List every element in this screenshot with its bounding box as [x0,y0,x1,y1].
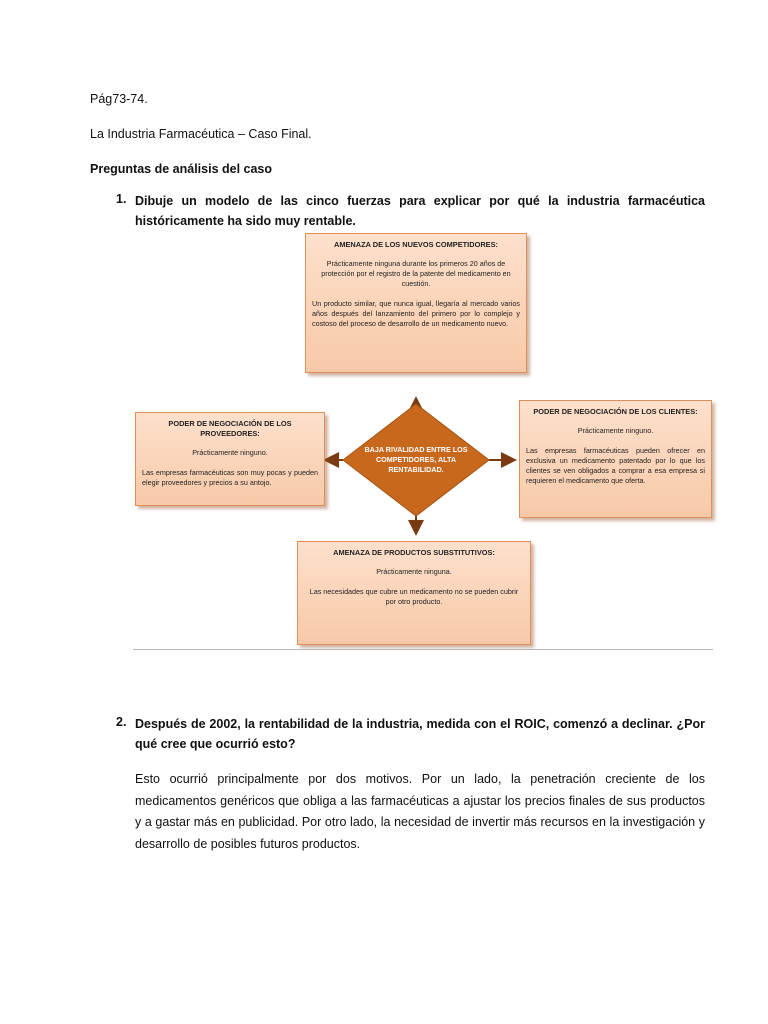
suppliers-box [135,412,325,506]
question-1-number: 1. [116,192,127,206]
new-competitors-box [305,233,527,373]
substitutes-box [297,541,531,645]
customers-text-2: Las empresas farmacéuticas pueden ofrecer en exclusiva un medicamento patentado por lo que los clientes se ven obligados a comprar a esa empresa si requieren el medicamento que oferta. [526,446,705,485]
new-competitors-title: AMENAZA DE LOS NUEVOS COMPETIDORES: [334,240,498,249]
question-2-number: 2. [116,715,127,729]
page-reference: Pág73-74. [90,92,148,106]
substitutes-text-2: Las necesidades que cubre un medicamento no se pueden cubrir por otro producto. [309,587,519,606]
customers-text-1: Prácticamente ninguno. [577,426,654,435]
rivalry-label: BAJA RIVALIDAD ENTRE LOS COMPETIDORES, ALTA RENTABILIDAD. [364,445,468,474]
diagram-bottom-rule [133,649,713,650]
customers-title: PODER DE NEGOCIACIÓN DE LOS CLIENTES: [533,407,698,416]
section-heading: Preguntas de análisis del caso [90,162,273,176]
substitutes-text-1: Prácticamente ninguna. [376,567,452,576]
substitutes-title: AMENAZA DE PRODUCTOS SUBSTITUTIVOS: [333,548,495,557]
suppliers-text-1: Prácticamente ninguno. [192,448,268,457]
new-competitors-text-2: Un producto similar, que nunca igual, llegaría al mercado varios años después del lanzamiento del primero por lo complejo y costoso del proceso de desarrollo de un medicamento nuevo. [312,299,520,328]
question-1-text: Dibuje un modelo de las cinco fuerzas para explicar por qué la industria farmacéutica históricamente ha sido muy rentable. [135,194,705,228]
customers-box [519,400,712,518]
new-competitors-text-1: Prácticamente ninguna durante los primeros 20 años de protección por el registro de la patente del medicamento en cuestión. [321,259,511,288]
question-2-answer: Esto ocurrió principalmente por dos motivos. Por un lado, la penetración creciente de los medicamentos genéricos que obliga a las farmacéuticas a ajustar los precios finales de sus productos y a gastar más en publicidad. Por otro lado, la necesidad de invertir más recursos en la investigación y desarrollo de posibles futuros productos. [135,772,705,851]
five-forces-diagram [133,230,713,652]
suppliers-title: PODER DE NEGOCIACIÓN DE LOS PROVEEDORES: [168,419,292,438]
document-title: La Industria Farmacéutica – Caso Final. [90,127,312,141]
question-2-text: Después de 2002, la rentabilidad de la industria, medida con el ROIC, comenzó a declinar. ¿Por qué cree que ocurrió esto? [135,717,705,751]
suppliers-text-2: Las empresas farmacéuticas son muy pocas y pueden elegir proveedores y precios a su antojo. [142,468,318,487]
rivalry-label-wrap [355,414,477,506]
